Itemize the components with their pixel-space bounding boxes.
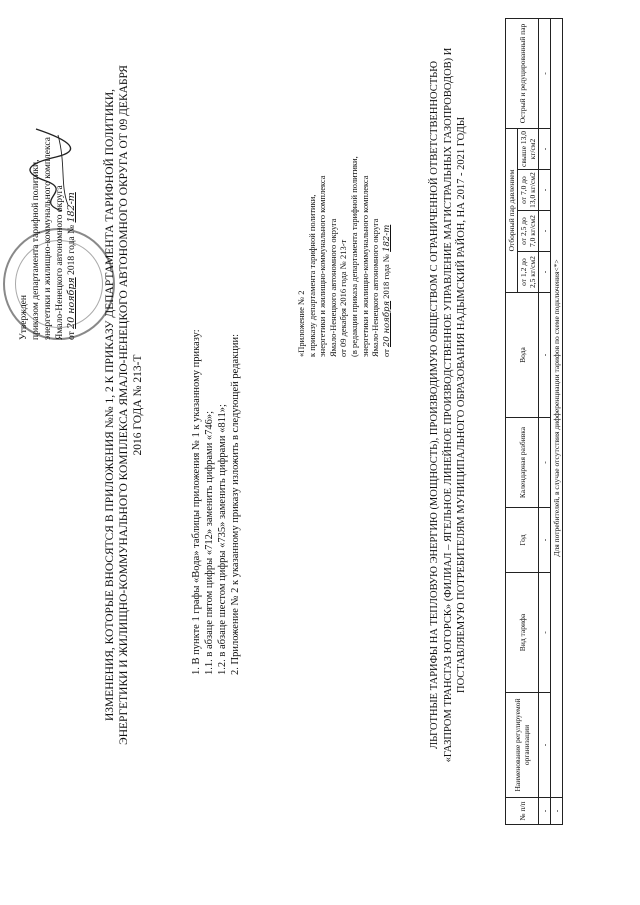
- col-steam-sub: от 1,2 до 2,5 кг/см2: [518, 252, 539, 293]
- col-sharp-header: Острый и редуцированный пар: [506, 19, 539, 129]
- document-title: ИЗМЕНЕНИЯ, КОТОРЫЕ ВНОСЯТСЯ В ПРИЛОЖЕНИЯ №№ 1, 2 К ПРИКАЗУ ДЕПАРТАМЕНТА ТАРИФНОЙ ПОЛИТИКИ, ЭНЕРГЕТИКИ И ЖИЛИЩНО-КОММУНАЛЬНОГО КОМПЛЕКСА ЯМАЛО-НЕНЕЦКОГО АВТОНОМНОГО ОКРУГА ОТ 09 ДЕКАБРЯ 2016 ГОДА № 213-Т: [104, 65, 144, 745]
- cell-period: -: [539, 418, 551, 508]
- cell-footnote-num: -: [551, 798, 563, 825]
- cell-water: -: [539, 293, 551, 418]
- approval-line: Утвержден: [19, 295, 29, 340]
- col-tariff-type-header: Вид тарифа: [506, 573, 539, 693]
- cell-tariff-type: -: [539, 573, 551, 693]
- cell-steam: -: [539, 170, 551, 211]
- cell-footnote: Для потребителей, в случае отсутствия дифференциации тарифов по схеме подключения<*>: [551, 19, 563, 798]
- annex-line: «Приложение № 2: [296, 290, 306, 357]
- annex-line: от 09 декабря 2016 года № 213-т: [338, 239, 349, 357]
- amendment-item: 1.2. в абзаце шестом цифры «735» заменить цифрами «811»;: [217, 404, 228, 675]
- col-period-header: Календарная разбивка: [506, 418, 539, 508]
- cell-org: -: [539, 693, 551, 798]
- cell-steam: -: [539, 252, 551, 293]
- table-header-row: [506, 19, 518, 825]
- col-year-header: Год: [506, 508, 539, 573]
- annex-header: [296, 67, 392, 357]
- approval-date: от 20 ноября 2018 года № 182-т: [66, 192, 77, 340]
- annex-date: от 20 ноября 2018 года № 182-т: [380, 224, 392, 357]
- cell-steam: -: [539, 211, 551, 252]
- cell-num: -: [539, 798, 551, 825]
- amendment-item: 2. Приложение № 2 к указанному приказу изложить в следующей редакции:: [230, 333, 241, 675]
- approval-line: приказом департамента тарифной политики,: [31, 159, 41, 340]
- col-steam-sub: свыше 13,0 кг/см2: [518, 129, 539, 170]
- col-water-header: Вода: [506, 293, 539, 418]
- approval-block: [18, 85, 78, 340]
- col-steam-header: Отборный пар давлением: [506, 129, 518, 293]
- cell-year: -: [539, 508, 551, 573]
- amendment-items: [190, 255, 242, 675]
- col-steam-sub: от 7,0 до 13,0 кг/см2: [518, 170, 539, 211]
- approval-line: энергетики и жилищно-коммунального комплекса: [43, 137, 53, 340]
- annex-line: энергетики и жилищно-коммунального комплекса: [317, 175, 328, 357]
- annex-line: Ямало-Ненецкого автономного округа: [370, 218, 381, 357]
- tariff-table: [505, 18, 563, 825]
- annex-line: энергетики и жилищно-коммунального комплекса: [359, 175, 370, 357]
- amendment-item: 1. В пункте 1 графы «Вода» таблицы приложения № 1 к указанному приказу:: [191, 329, 202, 675]
- annex-line: к приказу департамента тарифной политики,: [306, 194, 317, 357]
- amendment-item: 1.1. в абзаце пятом цифры «712» заменить цифрами «746»;: [204, 410, 215, 675]
- approval-line: Ямало-Ненецкого автономного округа: [55, 185, 65, 340]
- table-footnote-row: [551, 19, 563, 825]
- annex-line: (в редакции приказа департамента тарифной политики,: [348, 156, 359, 357]
- col-num-header: № п/п: [506, 798, 539, 825]
- tariff-title: ЛЬГОТНЫЕ ТАРИФЫ НА ТЕПЛОВУЮ ЭНЕРГИЮ (МОЩНОСТЬ), ПРОИЗВОДИМУЮ ОБЩЕСТВОМ С ОГРАНИЧЕННОЙ ОТВЕТСТВЕННОСТЬЮ «ГАЗПРОМ ТРАНСГАЗ ЮГОРСК» (ФИЛИАЛ – ЯГЕЛЬНОЕ ЛИНЕЙНОЕ ПРОИЗВОДСТВЕННОЕ УПРАВЛЕНИЕ МАГИСТРАЛЬНЫХ ГАЗОПРОВОДОВ) И ПОСТАВЛЯЕМУЮ ПОТРЕБИТЕЛЯМ МУНИЦИПАЛЬНОГО ОБРАЗОВАНИЯ НАДЫМСКИЙ РАЙОН, НА 2017 - 2021 ГОДЫ: [429, 47, 467, 763]
- table-row: [539, 19, 551, 825]
- cell-sharp: -: [539, 19, 551, 129]
- cell-steam: -: [539, 129, 551, 170]
- annex-line: Ямало-Ненецкого автономного округа: [327, 218, 338, 357]
- col-steam-sub: от 2,5 до 7,0 кг/см2: [518, 211, 539, 252]
- col-org-header: Наименование регулируемой организации: [506, 693, 539, 798]
